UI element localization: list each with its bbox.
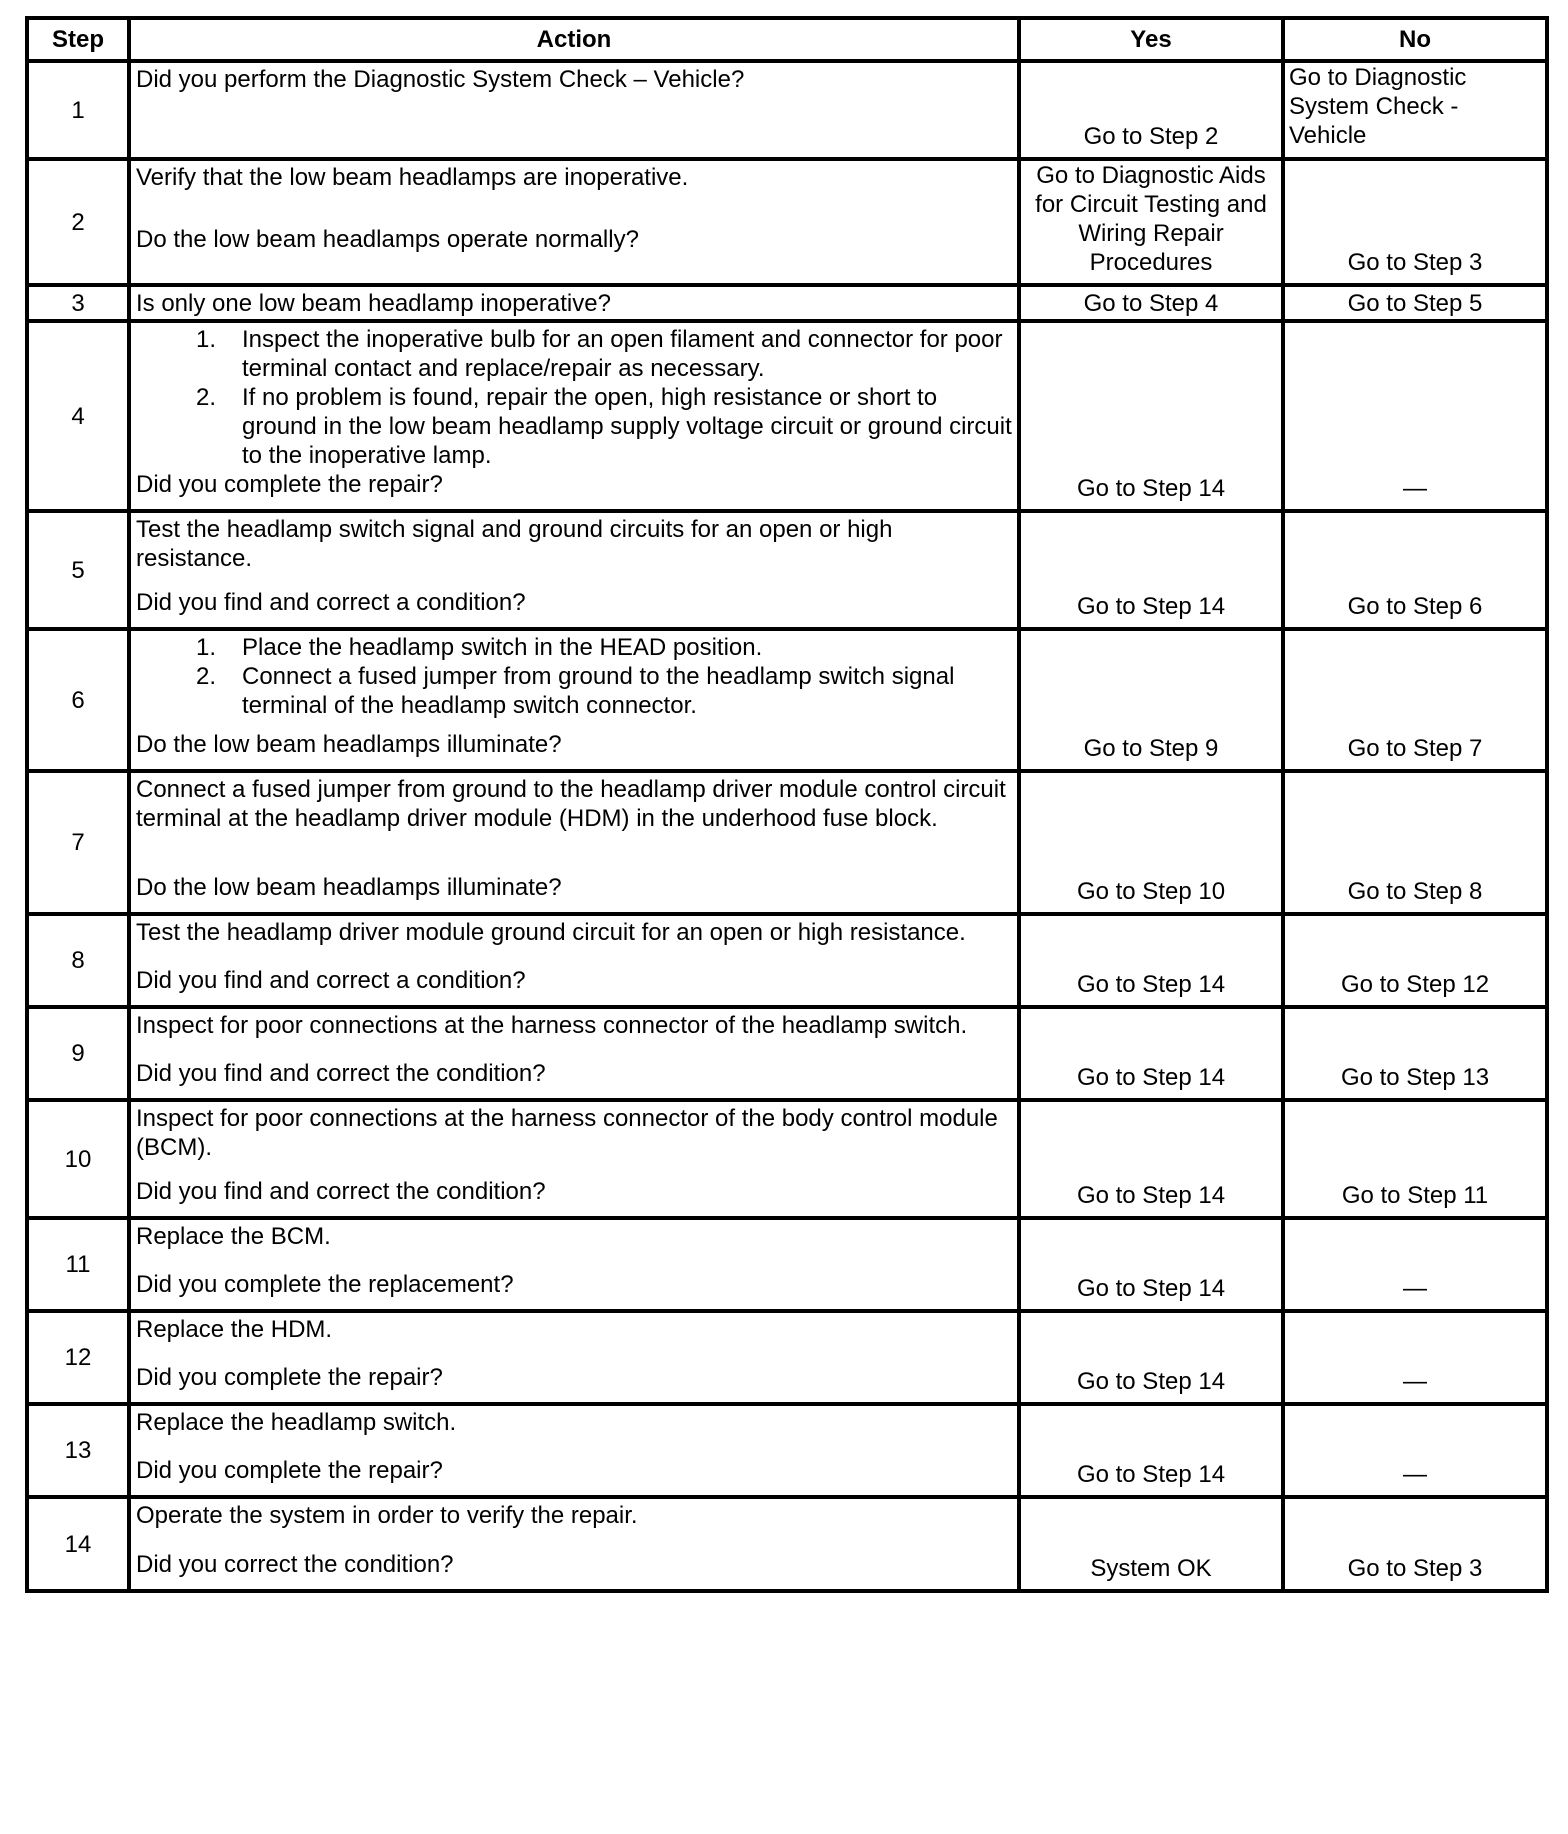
step-number: 10: [27, 1100, 129, 1218]
table-body: [27, 61, 1547, 1591]
action-question: Did you complete the replacement?: [136, 1271, 514, 1298]
action-content: [136, 916, 1013, 995]
no-result: Go to Step 8: [1283, 771, 1547, 914]
no-result: Go to Step 11: [1283, 1100, 1547, 1218]
yes-result: Go to Diagnostic Aids for Circuit Testing and Wiring Repair Procedures: [1019, 159, 1283, 285]
action-instructions: [136, 773, 1013, 833]
action-text: Inspect for poor connections at the harness connector of the headlamp switch.: [136, 1012, 968, 1039]
action-cell: [129, 1100, 1019, 1218]
no-result: Go to Step 13: [1283, 1007, 1547, 1100]
header-no: No: [1283, 18, 1547, 61]
header-row: [27, 18, 1547, 61]
action-content: [136, 323, 1013, 499]
action-instructions: [136, 1406, 1013, 1437]
action-cell: [129, 914, 1019, 1007]
action-instructions: [136, 1313, 1013, 1344]
action-text: Test the headlamp switch signal and ground circuits for an open or high resistance.: [136, 516, 893, 572]
step-number: 7: [27, 771, 129, 914]
action-instructions: [136, 1220, 1013, 1251]
no-result: —: [1283, 1311, 1547, 1404]
no-result: Go to Step 7: [1283, 629, 1547, 771]
action-cell: [129, 629, 1019, 771]
list-item-text: Place the headlamp switch in the HEAD position.: [242, 634, 763, 661]
action-question: Did you complete the repair?: [136, 1364, 443, 1391]
action-cell: [129, 1007, 1019, 1100]
action-cell: [129, 1404, 1019, 1497]
action-instructions: [136, 1102, 1013, 1162]
yes-result: Go to Step 14: [1019, 511, 1283, 629]
step-number: 1: [27, 61, 129, 159]
action-question: Do the low beam headlamps illuminate?: [136, 731, 562, 758]
action-instructions: [136, 1499, 1013, 1530]
action-content: [136, 1406, 1013, 1485]
yes-result: Go to Step 9: [1019, 629, 1283, 771]
action-list-item: [136, 325, 1013, 383]
table-row: [27, 159, 1547, 285]
action-content: [136, 287, 1013, 317]
diagnostic-table: [25, 16, 1549, 1593]
no-result: Go to Step 3: [1283, 159, 1547, 285]
action-instructions: [136, 63, 1013, 94]
yes-result: Go to Step 14: [1019, 1218, 1283, 1311]
action-list-item: [136, 633, 1013, 662]
table-row: [27, 771, 1547, 914]
action-cell: [129, 1497, 1019, 1591]
step-number: 14: [27, 1497, 129, 1591]
action-question: Did you correct the condition?: [136, 1551, 454, 1578]
header-step: Step: [27, 18, 129, 61]
action-content: [136, 1102, 1013, 1206]
no-result: Go to Step 3: [1283, 1497, 1547, 1591]
step-number: 5: [27, 511, 129, 629]
action-content: [136, 1220, 1013, 1299]
step-number: 13: [27, 1404, 129, 1497]
action-question: Did you find and correct the condition?: [136, 1060, 546, 1087]
action-cell: [129, 321, 1019, 511]
action-text: Connect a fused jumper from ground to the headlamp driver module control circuit terminal at the headlamp driver module (HDM) in the underhood fuse block.: [136, 776, 1006, 832]
action-text: Test the headlamp driver module ground circuit for an open or high resistance.: [136, 919, 966, 946]
action-text: Operate the system in order to verify the repair.: [136, 1502, 638, 1529]
step-number: 9: [27, 1007, 129, 1100]
action-text: Did you perform the Diagnostic System Check – Vehicle?: [136, 66, 745, 93]
action-instructions: [136, 631, 1013, 720]
table-row: [27, 1311, 1547, 1404]
action-question: Did you find and correct a condition?: [136, 967, 526, 994]
yes-result: Go to Step 14: [1019, 1311, 1283, 1404]
action-question: Do the low beam headlamps operate normally?: [136, 226, 639, 253]
action-content: [136, 773, 1013, 902]
action-text: Replace the HDM.: [136, 1316, 333, 1343]
no-result: —: [1283, 1218, 1547, 1311]
step-number: 2: [27, 159, 129, 285]
action-list-item: [136, 662, 1013, 720]
table-row: [27, 629, 1547, 771]
step-number: 8: [27, 914, 129, 1007]
action-text: Is only one low beam headlamp inoperative?: [136, 290, 611, 317]
no-result: Go to Diagnostic System Check - Vehicle: [1283, 61, 1547, 159]
action-question: Did you find and correct the condition?: [136, 1178, 546, 1205]
action-list-item: [136, 383, 1013, 470]
action-instructions: [136, 513, 1013, 573]
action-text: Replace the BCM.: [136, 1223, 331, 1250]
step-number: 6: [27, 629, 129, 771]
action-content: [136, 1009, 1013, 1088]
list-item-number: 1.: [195, 634, 216, 661]
header-yes: Yes: [1019, 18, 1283, 61]
yes-result: Go to Step 14: [1019, 1100, 1283, 1218]
yes-result: Go to Step 14: [1019, 321, 1283, 511]
action-question: Do the low beam headlamps illuminate?: [136, 874, 562, 901]
action-list: [136, 631, 1013, 720]
yes-result: Go to Step 2: [1019, 61, 1283, 159]
table-row: [27, 285, 1547, 321]
step-number: 12: [27, 1311, 129, 1404]
list-item-number: 2.: [195, 384, 216, 411]
action-instructions: [136, 1009, 1013, 1040]
yes-result: Go to Step 14: [1019, 1404, 1283, 1497]
header-action: Action: [129, 18, 1019, 61]
action-cell: [129, 511, 1019, 629]
action-instructions: [136, 287, 1013, 318]
list-item-number: 1.: [195, 326, 216, 353]
action-content: [136, 513, 1013, 617]
step-number: 3: [27, 285, 129, 321]
action-instructions: [136, 323, 1013, 470]
action-content: [136, 631, 1013, 759]
action-instructions: [136, 916, 1013, 947]
list-item-text: If no problem is found, repair the open, high resistance or short to ground in the low beam headlamp supply voltage circuit or ground circuit to the inoperative lamp.: [242, 384, 1012, 469]
yes-result: Go to Step 14: [1019, 914, 1283, 1007]
action-cell: [129, 771, 1019, 914]
action-cell: [129, 1311, 1019, 1404]
action-cell: [129, 159, 1019, 285]
action-content: [136, 1499, 1013, 1579]
step-number: 11: [27, 1218, 129, 1311]
no-result: Go to Step 12: [1283, 914, 1547, 1007]
list-item-text: Connect a fused jumper from ground to the headlamp switch signal terminal of the headlamp switch connector.: [242, 663, 955, 719]
list-item-text: Inspect the inoperative bulb for an open filament and connector for poor terminal contact and replace/repair as necessary.: [242, 326, 1003, 382]
action-content: [136, 161, 1013, 254]
table-row: [27, 321, 1547, 511]
action-list: [136, 323, 1013, 470]
table-row: [27, 1100, 1547, 1218]
action-text: Replace the headlamp switch.: [136, 1409, 457, 1436]
action-question: Did you complete the repair?: [136, 471, 443, 498]
no-result: —: [1283, 1404, 1547, 1497]
no-result: Go to Step 6: [1283, 511, 1547, 629]
table-row: [27, 914, 1547, 1007]
table-header: [27, 18, 1547, 61]
step-number: 4: [27, 321, 129, 511]
action-cell: [129, 285, 1019, 321]
action-text: Verify that the low beam headlamps are inoperative.: [136, 164, 689, 191]
action-instructions: [136, 161, 1013, 192]
table-row: [27, 511, 1547, 629]
no-result: Go to Step 5: [1283, 285, 1547, 321]
table-row: [27, 1218, 1547, 1311]
table-row: [27, 1497, 1547, 1591]
no-result: —: [1283, 321, 1547, 511]
action-text: Inspect for poor connections at the harness connector of the body control module (BCM).: [136, 1105, 998, 1161]
action-content: [136, 1313, 1013, 1392]
yes-result: Go to Step 4: [1019, 285, 1283, 321]
action-content: [136, 63, 1013, 147]
action-cell: [129, 61, 1019, 159]
yes-result: Go to Step 14: [1019, 1007, 1283, 1100]
yes-result: Go to Step 10: [1019, 771, 1283, 914]
action-question: Did you find and correct a condition?: [136, 589, 526, 616]
action-question: Did you complete the repair?: [136, 1457, 443, 1484]
action-cell: [129, 1218, 1019, 1311]
yes-result: System OK: [1019, 1497, 1283, 1591]
table-row: [27, 61, 1547, 159]
table-row: [27, 1404, 1547, 1497]
table-row: [27, 1007, 1547, 1100]
list-item-number: 2.: [195, 663, 216, 690]
